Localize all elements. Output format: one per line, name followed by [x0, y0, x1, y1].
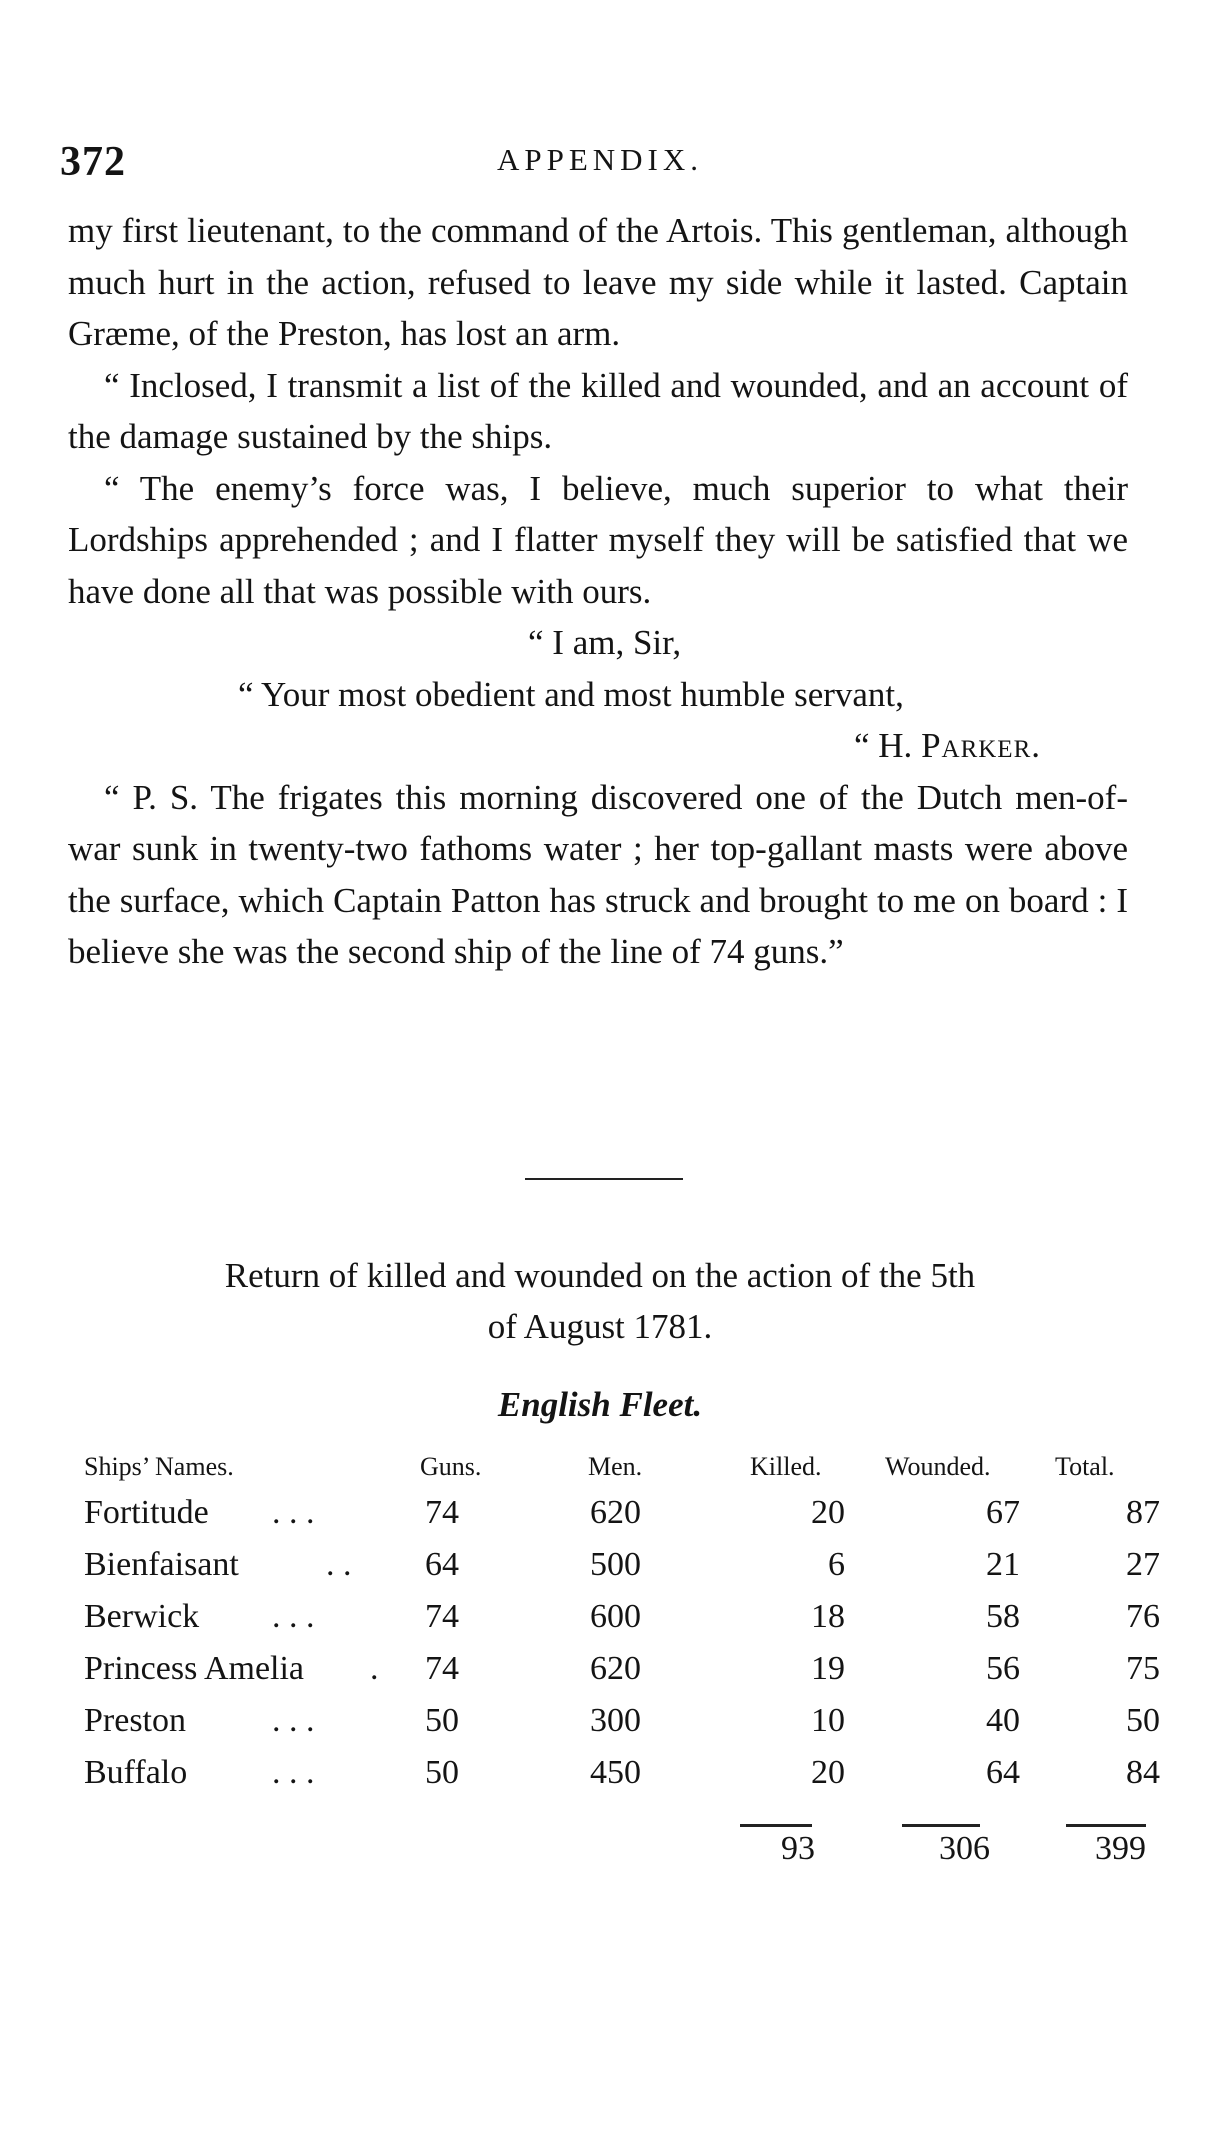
table-row: [80, 1702, 1160, 1754]
leader-dots: . . .: [272, 1754, 315, 1791]
wounded-cell: 56: [986, 1650, 1020, 1687]
grand-total: 399: [1095, 1830, 1146, 1867]
men-cell: 620: [590, 1494, 641, 1531]
postscript: “ P. S. The frigates this morning discovered one of the Dutch men-of-war sunk in twenty-two fathoms water ; her top-gallant masts were above the surface, which Captain Patton has struck and brought to me on board : I believe she was the second ship of the line of 74 guns.”: [68, 777, 1128, 971]
killed-cell: 20: [811, 1754, 845, 1791]
killed-cell: 10: [811, 1702, 845, 1739]
wounded-cell: 21: [986, 1546, 1020, 1583]
guns-cell: 74: [425, 1650, 459, 1687]
signature-name: Parker.: [921, 726, 1042, 765]
men-cell: 450: [590, 1754, 641, 1791]
table-row: [80, 1650, 1160, 1702]
total-cell: 50: [1126, 1702, 1160, 1739]
leader-dots: . . .: [272, 1702, 315, 1739]
killed-total: 93: [781, 1830, 815, 1867]
total-sum-line: [1066, 1824, 1146, 1827]
closing-servant: “ Your most obedient and most humble servant,: [238, 674, 904, 714]
header-killed: Killed.: [750, 1452, 822, 1481]
page-header: [60, 138, 1140, 188]
ship-name: Princess Amelia: [84, 1650, 305, 1687]
guns-cell: 50: [425, 1754, 459, 1791]
table-title: [100, 1250, 1100, 1352]
page-number: 372: [60, 139, 126, 185]
men-cell: 600: [590, 1598, 641, 1635]
leader-dots: . . .: [272, 1598, 315, 1635]
total-cell: 84: [1126, 1754, 1160, 1791]
header-men: Men.: [588, 1452, 643, 1481]
total-cell: 27: [1126, 1546, 1160, 1583]
table-title-line-1: Return of killed and wounded on the action of the 5th: [224, 1256, 976, 1295]
killed-sum-line: [740, 1824, 812, 1827]
guns-cell: 64: [425, 1546, 459, 1583]
guns-cell: 74: [425, 1494, 459, 1531]
signature-prefix: “ H.: [854, 726, 922, 765]
guns-cell: 50: [425, 1702, 459, 1739]
total-cell: 87: [1126, 1494, 1160, 1531]
header-total: Total.: [1055, 1452, 1115, 1481]
wounded-cell: 40: [986, 1702, 1020, 1739]
table-row: [80, 1494, 1160, 1546]
leader-dots: . .: [326, 1546, 352, 1583]
table-row: [80, 1598, 1160, 1650]
header-wounded: Wounded.: [885, 1452, 991, 1481]
men-cell: 500: [590, 1546, 641, 1583]
wounded-cell: 64: [986, 1754, 1020, 1791]
total-cell: 75: [1126, 1650, 1160, 1687]
ship-name: Bienfaisant: [84, 1546, 239, 1583]
leader-dots: .: [370, 1650, 379, 1687]
paragraph-3: “ The enemy’s force was, I believe, much superior to what their Lordships apprehended ; and I flatter myself they will be satisfied that we have done all that was possible with ours.: [68, 468, 1128, 611]
fleet-title: English Fleet.: [497, 1385, 703, 1424]
section-divider: [525, 1178, 683, 1180]
ship-name: Buffalo: [84, 1754, 188, 1791]
running-head: APPENDIX.: [496, 142, 704, 177]
total-cell: 76: [1126, 1598, 1160, 1635]
table-row: [80, 1546, 1160, 1598]
killed-cell: 18: [811, 1598, 845, 1635]
ship-name: Fortitude: [84, 1494, 209, 1531]
wounded-cell: 67: [986, 1494, 1020, 1531]
ship-name: Preston: [84, 1702, 186, 1739]
wounded-sum-line: [902, 1824, 980, 1827]
men-cell: 300: [590, 1702, 641, 1739]
paragraph-2: “ Inclosed, I transmit a list of the killed and wounded, and an account of the damage sustained by the ships.: [68, 365, 1128, 456]
wounded-cell: 58: [986, 1598, 1020, 1635]
letter-text: [68, 205, 1128, 978]
killed-cell: 20: [811, 1494, 845, 1531]
closing-salutation: “ I am, Sir,: [528, 623, 682, 662]
totals-row: [0, 1830, 1150, 1880]
header-ship-names: Ships’ Names.: [84, 1452, 234, 1481]
table-row: [80, 1754, 1160, 1806]
header-guns: Guns.: [420, 1452, 482, 1481]
guns-cell: 74: [425, 1598, 459, 1635]
leader-dots: . . .: [272, 1494, 315, 1531]
wounded-total: 306: [939, 1830, 990, 1867]
ship-name: Berwick: [84, 1598, 200, 1635]
paragraph-1: my first lieutenant, to the command of the Artois. This gentleman, although much hurt in the action, refused to leave my side while it lasted. Captain Græme, of the Preston, has lost an arm.: [68, 211, 1128, 353]
men-cell: 620: [590, 1650, 641, 1687]
table-title-line-2: of August 1781.: [487, 1307, 713, 1346]
signature: [68, 720, 1128, 772]
killed-cell: 6: [828, 1546, 845, 1583]
killed-cell: 19: [811, 1650, 845, 1687]
